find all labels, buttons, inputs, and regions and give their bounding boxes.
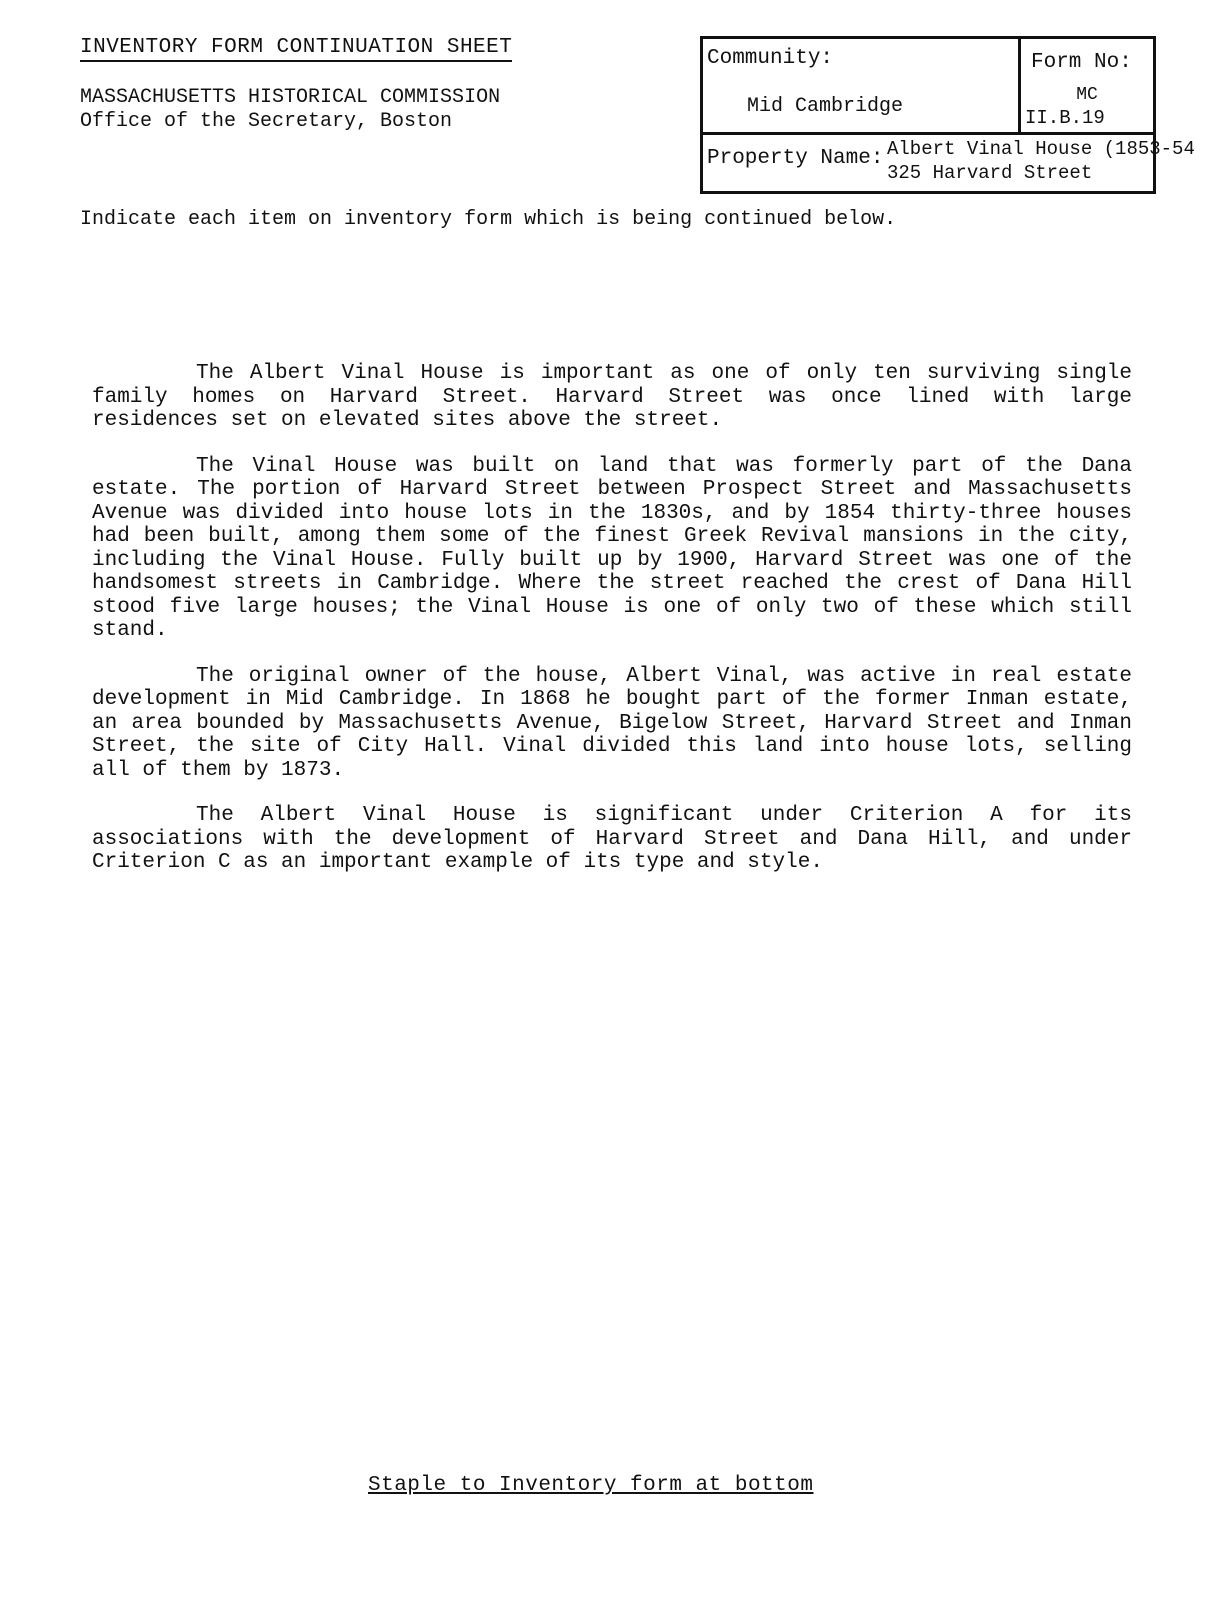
property-name-cell [703, 135, 1195, 191]
paragraph: The Vinal House was built on land that was formerly part of the Dana estate. The portion of Harvard Street between Prospect Street and Massachusetts Avenue was divided into house lots in the 1830s, and by 1854 thirty-three houses had been built, among them some of the finest Greek Revival mansions in the city, including the Vinal House. Fully built up by 1900, Harvard Street was one of the handsomest streets in Cambridge. Where the street reached the crest of Dana Hill stood five large houses; the Vinal House is one of only two of these which still stand. [92, 454, 1132, 642]
office-line: Office of the Secretary, Boston [80, 110, 453, 133]
form-title: INVENTORY FORM CONTINUATION SHEET [80, 36, 512, 62]
form-number-label: Form No: [1031, 51, 1132, 74]
paragraph: The original owner of the house, Albert Vinal, was active in real estate development in Mid Cambridge. In 1868 he bought part of the former Inman estate, an area bounded by Massachusetts Avenue, Bigelow Street, Harvard Street and Inman Street, the site of City Hall. Vinal divided this land into house lots, selling all of them by 1873. [92, 664, 1132, 782]
form-number-cell [1021, 39, 1153, 135]
paragraph: The Albert Vinal House is important as one of only ten surviving single family homes on Harvard Street. Harvard Street was once lined with large residences set on elevated sites above the street. [92, 362, 1132, 432]
paragraph: The Albert Vinal House is significant under Criterion A for its associations with the development of Harvard Street and Dana Hill, and under Criterion C as an important example of its type and style. [92, 804, 1132, 874]
instruction-text: Indicate each item on inventory form which is being continued below. [80, 208, 897, 231]
property-name-value: Albert Vinal House (1853-54 [887, 138, 1195, 160]
community-value: Mid Cambridge [747, 95, 904, 118]
property-address: 325 Harvard Street [887, 162, 1093, 184]
form-info-box [700, 36, 1195, 194]
organization-name: MASSACHUSETTS HISTORICAL COMMISSION [80, 86, 501, 109]
form-number-value: II.B.19 [1025, 107, 1105, 129]
community-cell [703, 39, 1021, 135]
significance-text [92, 362, 1132, 897]
community-label: Community: [707, 47, 834, 70]
form-number-prefix: MC [1076, 85, 1098, 105]
staple-note: Staple to Inventory form at bottom [368, 1474, 814, 1497]
property-name-label: Property Name: [707, 147, 884, 170]
